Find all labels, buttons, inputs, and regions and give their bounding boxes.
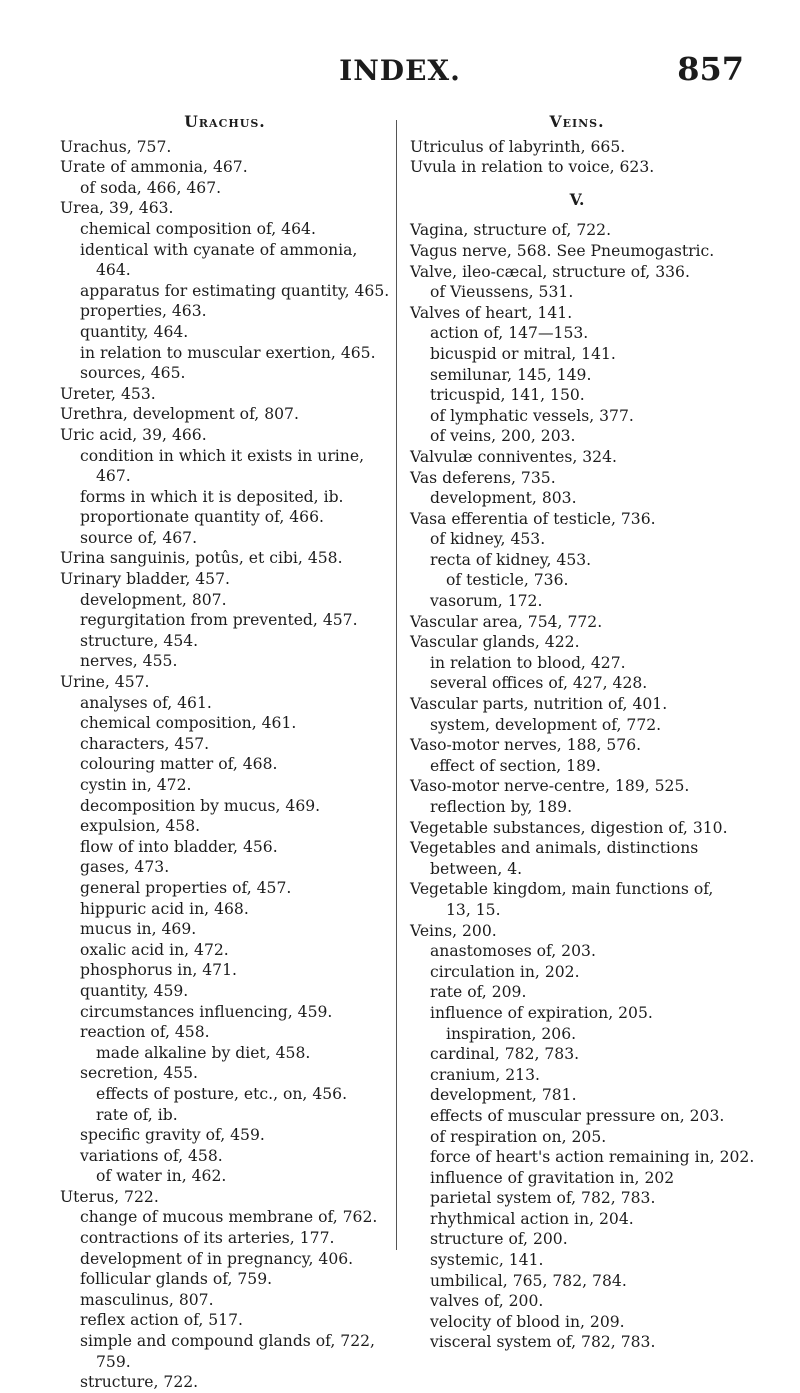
index-entry: nerves, 455. (80, 652, 178, 671)
index-entry: structure of, 200. (430, 1230, 568, 1249)
index-entry: of testicle, 736. (446, 571, 569, 590)
index-entry: effects of posture, etc., on, 456. (96, 1084, 348, 1103)
index-entry: of Vieussens, 531. (430, 283, 574, 302)
index-entry: rate of, ib. (96, 1105, 178, 1124)
index-entry: 467. (96, 467, 131, 486)
index-entry: inspiration, 206. (446, 1024, 577, 1043)
index-entry: reflex action of, 517. (80, 1311, 243, 1330)
index-entry: sources, 465. (80, 364, 186, 383)
running-title: INDEX. (339, 54, 461, 87)
index-entry: characters, 457. (80, 734, 210, 753)
index-entry: Vascular parts, nutrition of, 401. (410, 695, 668, 714)
index-entry: influence of gravitation in, 202 (430, 1168, 675, 1187)
index-entry: follicular glands of, 759. (80, 1270, 273, 1289)
index-entry: Vascular area, 754, 772. (410, 612, 603, 631)
index-entry: quantity, 464. (80, 322, 189, 341)
index-entry: Urethra, development of, 807. (60, 405, 299, 424)
index-entry: Vasa efferentia of testicle, 736. (410, 509, 656, 528)
index-entry: hippuric acid in, 468. (80, 899, 249, 918)
index-entry: valves of, 200. (430, 1292, 544, 1311)
index-entry: of veins, 200, 203. (430, 427, 576, 446)
index-entry: reaction of, 458. (80, 1023, 210, 1042)
index-entry: gases, 473. (80, 858, 170, 877)
index-entry: of soda, 466, 467. (80, 178, 222, 197)
index-entry: Vagina, structure of, 722. (410, 221, 612, 240)
index-entry: Uterus, 722. (60, 1187, 159, 1206)
index-entry: of respiration on, 205. (430, 1127, 607, 1146)
index-entry: Valvulæ conniventes, 324. (410, 447, 617, 466)
index-entry: reflection by, 189. (430, 798, 573, 816)
section-letter: V. (569, 189, 585, 209)
index-entry: regurgitation from prevented, 457. (80, 611, 358, 630)
index-entry: oxalic acid in, 472. (80, 940, 229, 959)
index-entry: Vaso-motor nerves, 188, 576. (410, 736, 642, 755)
index-entry: chemical composition, 461. (80, 714, 297, 733)
index-entry: anastomoses of, 203. (430, 942, 596, 961)
left-entry-list (60, 137, 390, 1393)
index-entry: recta of kidney, 453. (430, 550, 592, 569)
index-entry: simple and compound glands of, 722, (80, 1332, 376, 1351)
index-entry: Urina sanguinis, potûs, et cibi, 458. (60, 549, 343, 568)
index-entry: general properties of, 457. (80, 878, 292, 897)
index-entry: Valves of heart, 141. (410, 303, 573, 322)
index-entry: development of in pregnancy, 406. (80, 1249, 354, 1268)
index-entry: phosphorus in, 471. (80, 961, 237, 980)
index-entry: Ureter, 453. (60, 384, 156, 403)
index-entry: properties, 463. (80, 302, 207, 321)
index-entry: rate of, 209. (430, 983, 527, 1002)
index-entry: 759. (96, 1352, 131, 1371)
left-column (60, 112, 390, 1393)
index-entry: Vegetable kingdom, main functions of, (410, 880, 714, 899)
index-entry: between, 4. (430, 859, 523, 878)
index-entry: in relation to blood, 427. (430, 653, 626, 672)
index-entry: visceral system of, 782, 783. (430, 1333, 656, 1352)
index-entry: Uvula in relation to voice, 623. (410, 158, 655, 177)
column-divider (396, 120, 397, 1250)
index-entry: apparatus for estimating quantity, 465. (80, 281, 390, 300)
index-entry: Vegetables and animals, distinctions (410, 839, 699, 858)
page-number: 857 (677, 50, 744, 88)
index-entry: 464. (96, 261, 131, 280)
index-entry: development, 781. (430, 1086, 577, 1105)
index-entry: development, 807. (80, 590, 227, 609)
index-entry: flow of into bladder, 456. (80, 837, 278, 856)
index-entry: 13, 15. (446, 900, 501, 919)
right-entry-list-top (410, 137, 744, 178)
index-entry: semilunar, 145, 149. (430, 365, 592, 384)
index-entry: parietal system of, 782, 783. (430, 1189, 656, 1208)
index-entry: condition in which it exists in urine, (80, 446, 365, 465)
index-entry: cardinal, 782, 783. (430, 1045, 580, 1064)
index-entry: chemical composition of, 464. (80, 219, 316, 238)
index-entry: Urachus, 757. (60, 137, 172, 156)
index-entry: made alkaline by diet, 458. (96, 1043, 311, 1062)
index-entry: systemic, 141. (430, 1251, 544, 1270)
index-entry: Vascular glands, 422. (410, 633, 580, 652)
index-entry: proportionate quantity of, 466. (80, 508, 324, 527)
index-entry: tricuspid, 141, 150. (430, 386, 585, 405)
index-entry: structure, 454. (80, 631, 199, 650)
index-entry: contractions of its arteries, 177. (80, 1229, 335, 1248)
index-entry: circumstances influencing, 459. (80, 1002, 333, 1021)
index-entry: bicuspid or mitral, 141. (430, 344, 616, 363)
index-entry: Urate of ammonia, 467. (60, 158, 248, 177)
index-entry: Urea, 39, 463. (60, 199, 174, 218)
index-entry: Urinary bladder, 457. (60, 570, 230, 589)
index-entry: several offices of, 427, 428. (430, 674, 648, 693)
index-entry: Vegetable substances, digestion of, 310. (410, 818, 728, 837)
index-entry: development, 803. (430, 489, 577, 508)
index-entry: in relation to muscular exertion, 465. (80, 343, 376, 362)
index-entry: influence of expiration, 205. (430, 1003, 653, 1022)
column-heading: Urachus. (184, 112, 266, 131)
index-entry: decomposition by mucus, 469. (80, 796, 321, 815)
index-entry: masculinus, 807. (80, 1290, 214, 1309)
index-entry: quantity, 459. (80, 981, 189, 1000)
index-entry: change of mucous membrane of, 762. (80, 1208, 378, 1227)
index-entry: Vas deferens, 735. (410, 468, 556, 487)
index-entry: circulation in, 202. (430, 962, 580, 981)
index-entry: Veins, 200. (410, 921, 497, 940)
index-entry: structure, 722. (80, 1373, 199, 1392)
index-entry: effect of section, 189. (430, 756, 601, 775)
index-entry: cystin in, 472. (80, 776, 192, 794)
index-entry: rhythmical action in, 204. (430, 1209, 634, 1228)
index-entry: Valve, ileo-cæcal, structure of, 336. (410, 262, 690, 281)
page-header (0, 50, 800, 94)
index-entry: of kidney, 453. (430, 530, 546, 549)
index-entry: vasorum, 172. (430, 592, 543, 611)
index-entry: source of, 467. (80, 528, 198, 547)
index-entry: analyses of, 461. (80, 693, 212, 712)
index-entry: colouring matter of, 468. (80, 755, 278, 774)
index-entry: Uric acid, 39, 466. (60, 425, 207, 444)
index-entry: velocity of blood in, 209. (430, 1312, 625, 1331)
index-entry: Vaso-motor nerve-centre, 189, 525. (410, 777, 690, 796)
index-entry: identical with cyanate of ammonia, (80, 240, 358, 259)
index-entry: system, development of, 772. (430, 715, 662, 734)
index-entry: force of heart's action remaining in, 202. (430, 1148, 755, 1167)
index-entry: mucus in, 469. (80, 920, 197, 939)
index-entry: of lymphatic vessels, 377. (430, 406, 634, 425)
index-entry: Vagus nerve, 568. See Pneumogastric. (410, 241, 715, 260)
index-entry: expulsion, 458. (80, 817, 201, 836)
index-entry: Utriculus of labyrinth, 665. (410, 137, 626, 156)
column-heading: Veins. (549, 112, 605, 131)
index-entry: cranium, 213. (430, 1065, 540, 1084)
index-entry: variations of, 458. (80, 1146, 223, 1165)
index-entry: Urine, 457. (60, 673, 150, 692)
index-entry: action of, 147—153. (430, 324, 589, 343)
index-entry: forms in which it is deposited, ib. (80, 487, 344, 506)
index-entry: of water in, 462. (96, 1167, 227, 1186)
index-entry: umbilical, 765, 782, 784. (430, 1271, 627, 1290)
right-column (410, 112, 755, 1353)
right-entry-list (410, 220, 755, 1353)
index-entry: effects of muscular pressure on, 203. (430, 1106, 725, 1125)
index-entry: secretion, 455. (80, 1064, 198, 1083)
index-entry: specific gravity of, 459. (80, 1126, 265, 1145)
